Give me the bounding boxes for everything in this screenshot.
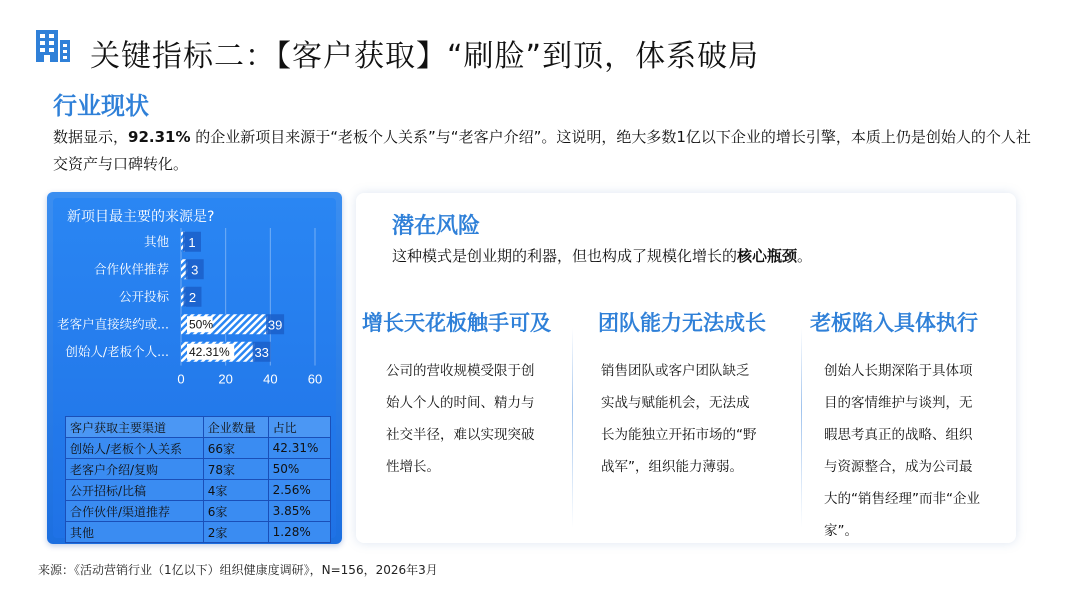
table-cell: 50% xyxy=(268,459,330,480)
risk-column-head: 增长天花板触手可及 xyxy=(362,311,551,335)
value-label: 1 xyxy=(188,234,196,250)
risk-column-body: 创始人长期深陷于具体项目的客情维护与谈判，无暇思考真正的战略、组织与资源整合，成为公司最大的“销售经理”而非“企业家”。 xyxy=(824,363,980,539)
value-label: 33 xyxy=(254,344,269,360)
value-label: 2 xyxy=(188,289,197,305)
x-tick-label: 60 xyxy=(307,371,323,387)
risk-title: 潜在风险 xyxy=(392,214,481,239)
table-row xyxy=(66,480,331,501)
pct-label: 42.31% xyxy=(189,344,230,359)
table-cell: 1.28% xyxy=(268,522,330,543)
x-tick-label: 0 xyxy=(177,371,185,387)
table-cell: 其他 xyxy=(66,522,204,543)
y-category-label: 其他 xyxy=(143,233,169,249)
value-label: 3 xyxy=(191,262,199,278)
building-icon xyxy=(34,28,72,64)
risk-column-head: 团队能力无法成长 xyxy=(598,311,766,335)
risk-subtitle: 这种模式是创业期的利器，但也构成了规模化增长的核心瓶颈。 xyxy=(392,247,813,265)
table-cell: 创始人/老板个人关系 xyxy=(66,438,204,459)
table-header-cell: 企业数量 xyxy=(203,417,268,438)
table-header-row xyxy=(66,417,331,438)
table-cell: 公开招标/比稿 xyxy=(66,480,204,501)
table-row xyxy=(66,459,331,480)
risk-column-body: 公司的营收规模受限于创始人个人的时间、精力与社交半径，难以实现突破性增长。 xyxy=(386,363,535,475)
channel-table xyxy=(65,416,331,543)
pct-label: 50% xyxy=(189,317,214,332)
table-row xyxy=(66,522,331,543)
table-cell: 2.56% xyxy=(268,480,330,501)
table-cell: 合作伙伴/渠道推荐 xyxy=(66,501,204,522)
table-cell: 66家 xyxy=(203,438,268,459)
table-cell: 78家 xyxy=(203,459,268,480)
bar-chart xyxy=(53,198,336,413)
column-divider xyxy=(801,328,802,528)
table-row xyxy=(66,501,331,522)
y-category-label: 合作伙伴推荐 xyxy=(93,261,169,277)
table-cell: 4家 xyxy=(203,480,268,501)
lead-highlight: 92.31% xyxy=(128,128,191,146)
chart-title: 新项目最主要的来源是? xyxy=(67,209,215,225)
x-tick-label: 20 xyxy=(218,371,233,387)
status-lead-text: 数据显示，92.31% 的企业新项目来源于“老板个人关系”与“老客户介绍”。这说明，绝大多数1亿以下企业的增长引擎，本质上仍是创始人的个人社交资产与口碑转化。 xyxy=(53,128,1031,173)
table-cell: 6家 xyxy=(203,501,268,522)
table-cell: 老客户介绍/复购 xyxy=(66,459,204,480)
table-header-cell: 客户获取主要渠道 xyxy=(66,417,204,438)
risk-subtitle-bold: 核心瓶颈 xyxy=(737,247,798,265)
chart-panel xyxy=(53,198,336,538)
x-tick-label: 40 xyxy=(263,371,278,387)
table-cell: 2家 xyxy=(203,522,268,543)
y-category-label: 老客户直接续约或... xyxy=(57,316,169,332)
table-cell: 42.31% xyxy=(268,438,330,459)
page-title: 关键指标二：【客户获取】“刷脸”到顶，体系破局 xyxy=(90,39,760,74)
y-category-label: 创始人/老板个人... xyxy=(65,343,169,359)
y-category-label: 公开投标 xyxy=(118,288,169,304)
risk-column-head: 老板陷入具体执行 xyxy=(810,311,978,335)
table-row xyxy=(66,438,331,459)
value-label: 39 xyxy=(267,317,283,333)
chart-card xyxy=(47,192,342,544)
table-cell: 3.85% xyxy=(268,501,330,522)
column-divider xyxy=(572,328,573,528)
risk-card xyxy=(356,193,1016,543)
status-section-title: 行业现状 xyxy=(53,92,149,120)
risk-column-body: 销售团队或客户团队缺乏实战与赋能机会，无法成长为能独立开拓市场的“野战军”，组织能力薄弱。 xyxy=(601,363,757,475)
table-header-cell: 占比 xyxy=(268,417,330,438)
source-note: 来源：《活动营销行业（1亿以下）组织健康度调研》，N=156，2026年3月 xyxy=(38,563,438,577)
